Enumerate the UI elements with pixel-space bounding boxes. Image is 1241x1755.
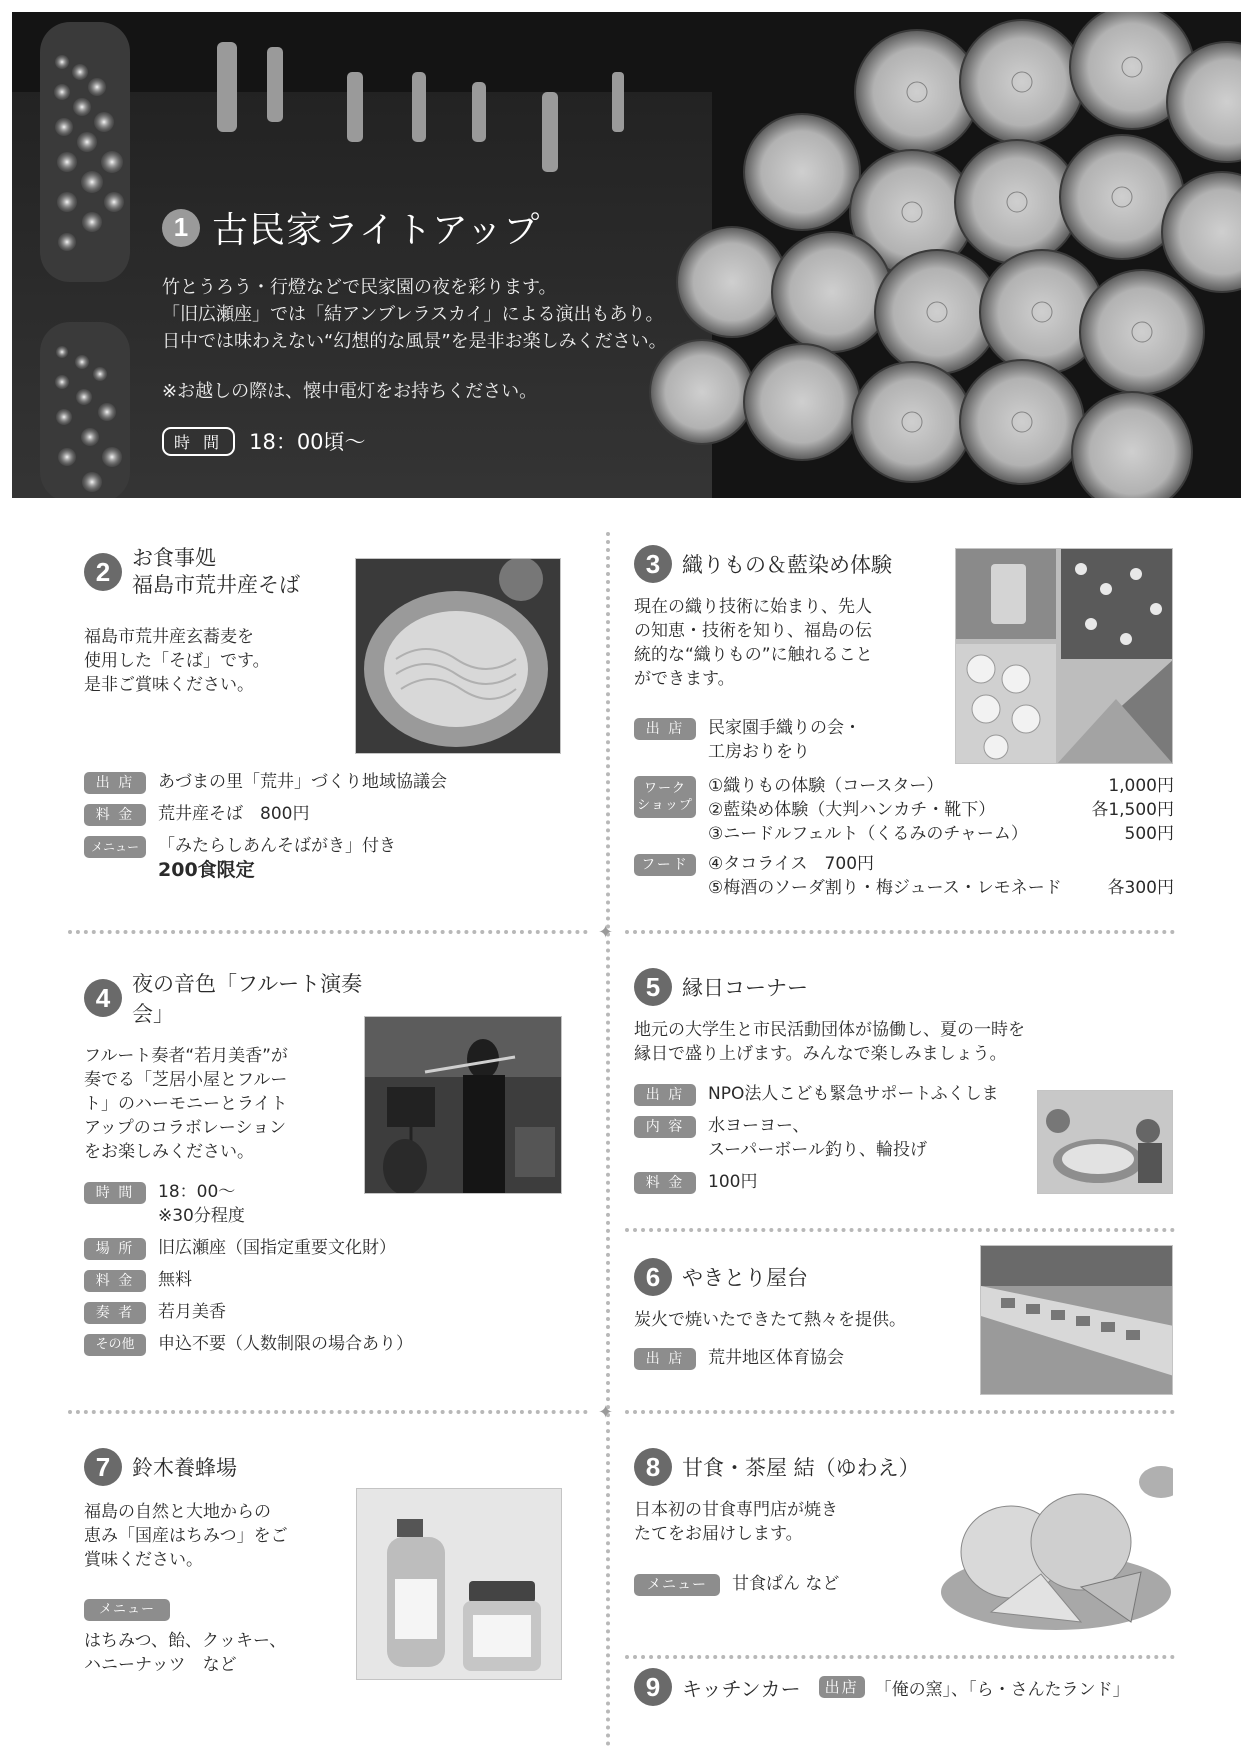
section-title: 5 縁日コーナー bbox=[634, 968, 1174, 1006]
time-value: 18：00頃～ bbox=[249, 430, 366, 454]
hero-note: ※お越しの際は、懐中電灯をお持ちください。 bbox=[162, 381, 538, 402]
section-number: 9 bbox=[634, 1668, 672, 1706]
row-divider bbox=[625, 930, 1175, 934]
section-description: 福島の自然と大地からの 恵み「国産はちみつ」をご 賞味ください。 bbox=[84, 1502, 288, 1570]
soba-photo bbox=[355, 558, 561, 754]
section-title: 4 夜の音色「フルート演奏会」 bbox=[84, 968, 384, 1028]
hero-time bbox=[162, 426, 366, 456]
row-divider bbox=[625, 1655, 1175, 1659]
divider-star-icon: ✦ bbox=[598, 1402, 614, 1423]
hero-description: 竹とうろう・行燈などで民家園の夜を彩ります。 「旧広瀬座」では「結アンブレラスカイ」による演出もあり。 日中では味わえない“幻想的な風景”を是非お楽しみください。 bbox=[162, 277, 667, 352]
section-description: 福島市荒井産玄蕎麦を 使用した「そば」です。 是非ご賞味ください。 bbox=[84, 627, 270, 695]
hero-banner bbox=[12, 12, 1241, 498]
section-description: 炭火で焼いたできたて熱々を提供。 bbox=[634, 1310, 906, 1330]
row-divider bbox=[68, 1410, 588, 1414]
hero-title-row bbox=[162, 202, 540, 253]
section-description: 現在の織り技術に始まり、先人 の知恵・技術を知り、福島の伝 統的な“織りもの”に触れること ができます。 bbox=[634, 597, 873, 689]
section-number: 4 bbox=[84, 979, 122, 1017]
row-divider bbox=[625, 1228, 1175, 1232]
section-title: 3 織りもの＆藍染め体験 bbox=[634, 545, 954, 583]
section-number: 5 bbox=[634, 968, 672, 1006]
section-number: 7 bbox=[84, 1448, 122, 1486]
section-2 bbox=[84, 545, 354, 697]
section-description: フルート奏者“若月美香”が 奏でる「芝居小屋とフルー ト」のハーモニーとライト アップのコラボレーション をお楽しみください。 bbox=[84, 1046, 288, 1162]
time-tag: 時 間 bbox=[162, 427, 235, 456]
section-7: 7 鈴木養蜂場 福島の自然と大地からの 恵み「国産はちみつ」をご 賞味ください。 メニュー はちみつ、飴、クッキー、 ハニーナッツ など bbox=[84, 1448, 384, 1677]
section-number: 6 bbox=[634, 1258, 672, 1296]
honey-photo bbox=[356, 1488, 562, 1680]
section-6: 6 やきとり屋台 炭火で焼いたできたて熱々を提供。 出 店 荒井地区体育協会 bbox=[634, 1258, 974, 1370]
section-5 bbox=[634, 968, 1174, 1066]
section-title: 7 鈴木養蜂場 bbox=[84, 1448, 384, 1486]
section-number: 1 bbox=[162, 209, 200, 247]
hero-title: 古民家ライトアップ bbox=[212, 210, 541, 251]
section-number: 2 bbox=[84, 553, 122, 591]
section-8: 8 甘食・茶屋 結（ゆわえ） 日本初の甘食専門店が焼き たてをお届けします。 メニュー 甘食ぱん など bbox=[634, 1448, 934, 1596]
column-divider bbox=[606, 532, 610, 1747]
section-title: 2 お食事処 福島市荒井産そば bbox=[84, 545, 354, 599]
amashoku-photo bbox=[931, 1462, 1173, 1640]
yakitori-photo bbox=[980, 1245, 1173, 1395]
section-title: 8 甘食・茶屋 結（ゆわえ） bbox=[634, 1448, 934, 1486]
section-description: 日本初の甘食専門店が焼き たてをお届けします。 bbox=[634, 1500, 838, 1544]
section-3 bbox=[634, 545, 954, 691]
section-4-details: 時 間 18：00～ ※30分程度 場 所 旧広瀬座（国指定重要文化財） 料 金 無料 奏 者 若月美香 その他 申込不要（人数制限の場合あり） bbox=[84, 1180, 584, 1356]
section-description: 地元の大学生と市民活動団体が協働し、夏の一時を 縁日で盛り上げます。みんなで楽しみましょう。 bbox=[634, 1020, 1025, 1064]
section-5-details: 出 店 NPO法人こども緊急サポートふくしま 内 容 水ヨーヨー、 スーパーボール釣り、輪投げ 料 金 100円 bbox=[634, 1082, 1034, 1194]
section-number: 3 bbox=[634, 545, 672, 583]
flute-concert-photo bbox=[364, 1016, 562, 1194]
section-title: 6 やきとり屋台 bbox=[634, 1258, 974, 1296]
section-2-details: 出 店 あづまの里「荒井」づくり地域協議会 料 金 荒井産そば 800円 メニュー 「みたらしあんそばがき」付き 200食限定 bbox=[84, 770, 584, 882]
ennichi-photo bbox=[1037, 1090, 1173, 1194]
section-9: 9 キッチンカー 出店 「俺の窯」、「ら・さんたランド」 bbox=[634, 1668, 1174, 1706]
section-4 bbox=[84, 968, 384, 1164]
row-divider bbox=[625, 1410, 1175, 1414]
section-3-details: 出 店 民家園手織りの会・ 工房おりをり ワーク ショップ ①織りもの体験（コースター） 1,000円 ②藍染め体験（大判ハンカチ・靴下） 各1,500円 ③ニードルフェルト（くるみのチャーム） 500円 フード ④タコライス 700円 ⑤梅酒のソーダ割り・梅ジュース・レモネード 各300円 bbox=[634, 716, 1174, 900]
row-divider bbox=[68, 930, 588, 934]
section-number: 8 bbox=[634, 1448, 672, 1486]
divider-star-icon: ✦ bbox=[598, 922, 614, 943]
